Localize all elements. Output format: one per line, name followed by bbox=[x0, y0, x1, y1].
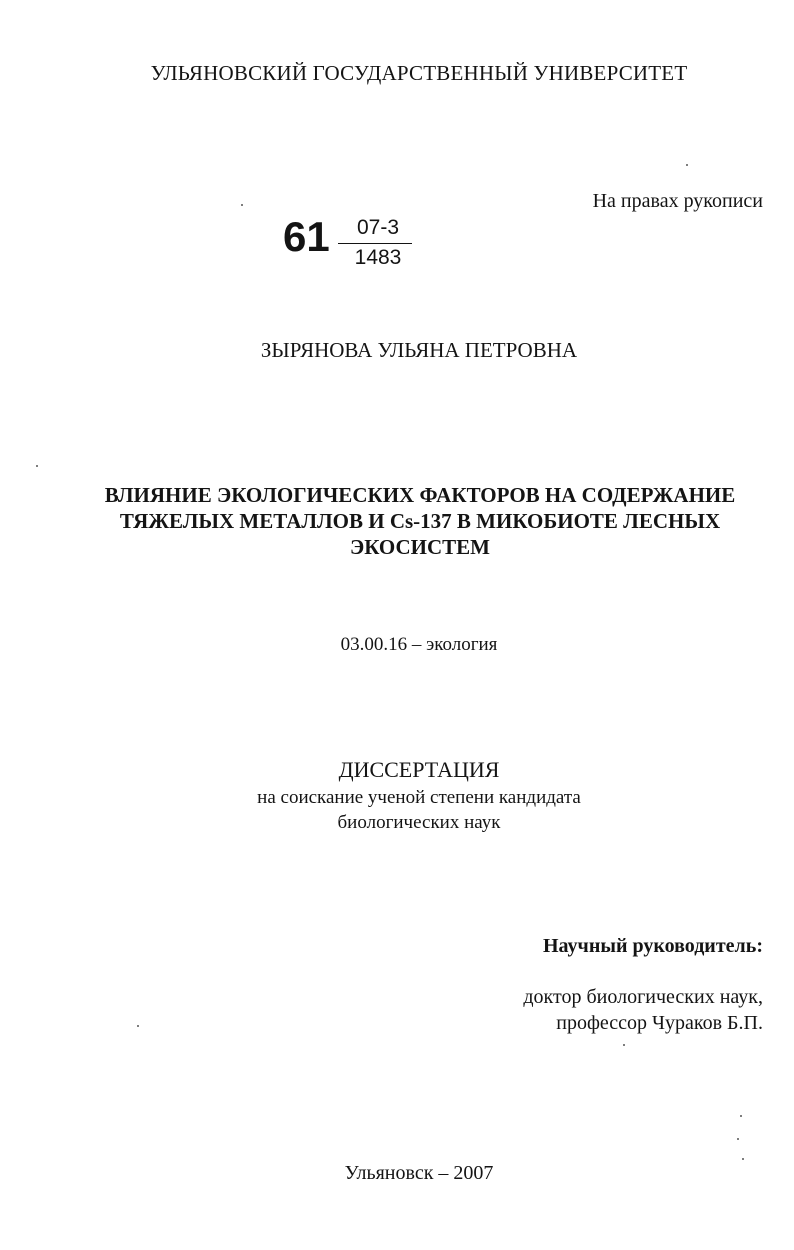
dissertation-title bbox=[100, 482, 740, 560]
shelfmark-fraction-line bbox=[338, 243, 412, 244]
rights-notice: На правах рукописи bbox=[592, 190, 763, 212]
title-line: ВЛИЯНИЕ ЭКОЛОГИЧЕСКИХ ФАКТОРОВ НА СОДЕРЖАНИЕ bbox=[104, 483, 736, 507]
scan-speck bbox=[742, 1158, 744, 1160]
supervisor-label: Научный руководитель: bbox=[543, 935, 763, 957]
scan-speck bbox=[623, 1044, 625, 1046]
scan-speck bbox=[686, 164, 688, 166]
scan-speck bbox=[737, 1138, 739, 1140]
scan-speck bbox=[36, 465, 38, 467]
library-shelfmark bbox=[283, 213, 423, 280]
scan-speck bbox=[137, 1025, 139, 1027]
supervisor-name: профессор Чураков Б.П. bbox=[556, 1012, 763, 1034]
shelfmark-main: 61 bbox=[283, 213, 330, 260]
city-year: Ульяновск – 2007 bbox=[344, 1162, 494, 1184]
degree-line: на соискание ученой степени кандидата bbox=[257, 787, 581, 808]
specialty-code: 03.00.16 – экология bbox=[340, 634, 498, 655]
degree-line: биологических наук bbox=[337, 812, 501, 833]
supervisor-degree: доктор биологических наук, bbox=[523, 986, 763, 1008]
scan-speck bbox=[740, 1115, 742, 1117]
document-type: ДИССЕРТАЦИЯ bbox=[338, 757, 500, 782]
title-line: ЭКОСИСТЕМ bbox=[349, 535, 491, 559]
author-name: ЗЫРЯНОВА УЛЬЯНА ПЕТРОВНА bbox=[260, 338, 578, 362]
scan-speck bbox=[241, 204, 243, 206]
shelfmark-denominator: 1483 bbox=[354, 246, 402, 269]
university-name: УЛЬЯНОВСКИЙ ГОСУДАРСТВЕННЫЙ УНИВЕРСИТЕТ bbox=[150, 61, 688, 85]
shelfmark-numerator: 07-3 bbox=[356, 216, 400, 239]
title-line: ТЯЖЕЛЫХ МЕТАЛЛОВ И Cs-137 В МИКОБИОТЕ ЛЕСНЫХ bbox=[119, 509, 721, 533]
